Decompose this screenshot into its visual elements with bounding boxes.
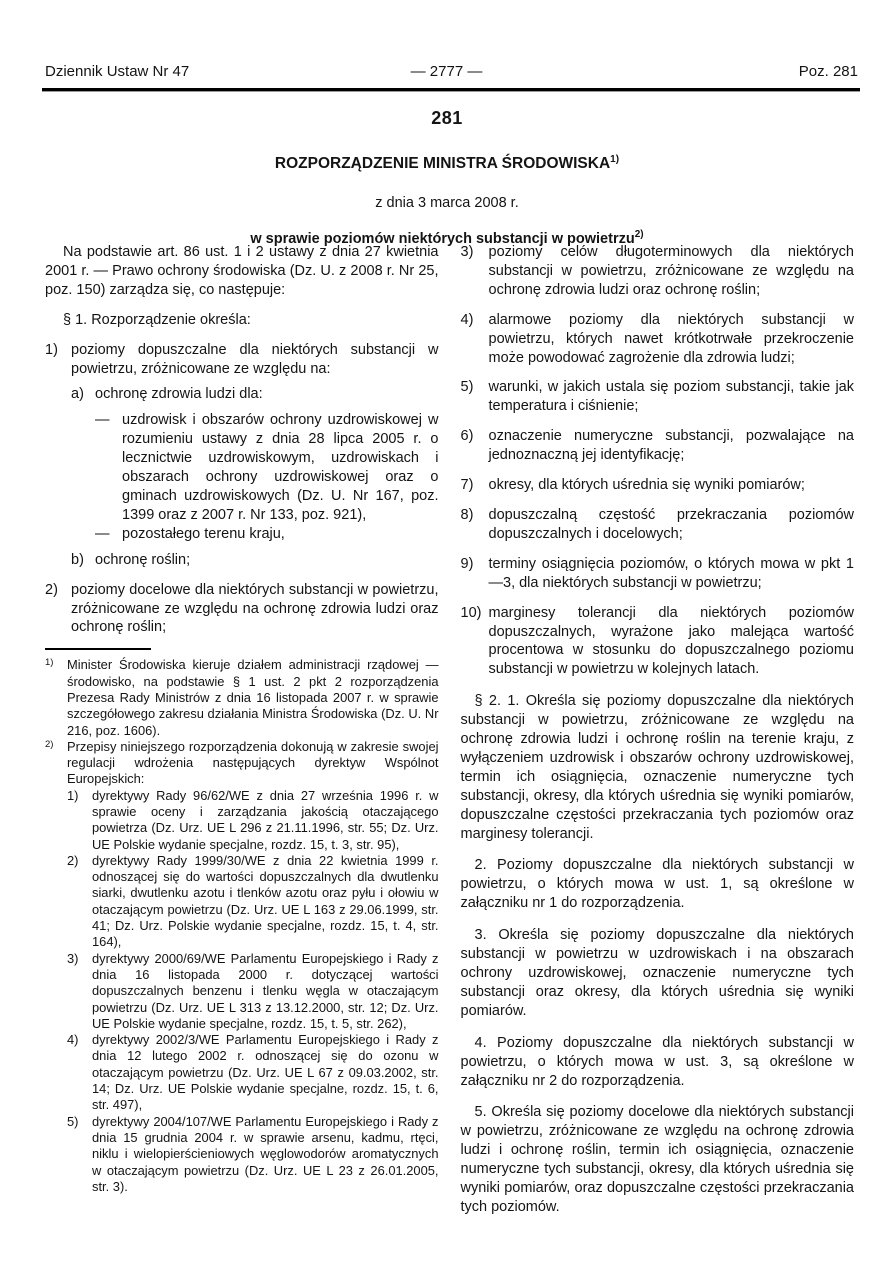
footnote-ref-2: 2) [634, 229, 644, 241]
directive-item-5 [67, 1114, 439, 1195]
footnote-2 [45, 739, 439, 788]
list-item-9 [461, 555, 855, 593]
list-marker: 10) [460, 604, 482, 621]
section-2-paragraph-1: § 2. 1. Określa się poziomy dopuszczalne dla niektórych substancji w powietrzu, zróżnicowane ze względu na ochronę zdrowia ludzi i ochronę roślin na terenie kraju, z wyłączeniem uzdrowisk i obszarów ochrony uzdrowiskowej, termin ich osiągnięcia, oznaczenie numeryczne tych substancji, okresy, dla których uśrednia się wyniki pomiarów, dopuszczalne częstości przekraczania tych poziomów oraz marginesy tolerancji. [460, 693, 854, 842]
footnote-marker: 2) [45, 738, 54, 750]
directive-text: dyrektywy Rady 96/62/WE z dnia 27 września 1996 r. w sprawie oceny i zarządzania jakością otaczającego powietrza (Dz. Urz. UE L 296 z 21.11.1996, str. 55; Dz. Urz. UE Polskie wydanie specjalne, rozdz. 15, t. 3, str. 95), [92, 787, 439, 852]
dash-marker: — [95, 525, 110, 542]
list-item-7 [461, 476, 855, 495]
list-marker: 4) [460, 311, 474, 328]
footnotes [45, 657, 439, 1195]
directive-marker: 5) [67, 1113, 79, 1129]
page-number: — 2777 — [410, 63, 483, 80]
running-header [45, 63, 858, 83]
directive-item-1 [67, 788, 439, 853]
list-marker: 7) [460, 477, 474, 494]
list-item-10 [461, 604, 855, 680]
right-column [461, 243, 855, 1217]
directive-marker: 2) [67, 852, 79, 868]
footnote-1 [45, 657, 439, 738]
left-column [45, 243, 439, 1217]
directive-text: dyrektywy 2000/69/WE Parlamentu Europejskiego i Rady z dnia 16 listopada 2000 r. dotyczącej wartości dopuszczalnych benzenu i tlenku węgla w otaczającym powietrzu (Dz. Urz. UE L 313 z 13.12.2000, str. 12; Dz. Urz. UE Polskie wydanie specjalne, rozdz. 15, t. 5, str. 262), [92, 950, 439, 1031]
list-text: poziomy celów długoterminowych dla niektórych substancji w powietrzu, zróżnicowane ze względu na ochronę zdrowia ludzi oraz ochronę roślin; [488, 244, 854, 298]
list-marker: a) [71, 386, 84, 403]
dash-marker: — [95, 412, 110, 429]
list-item-1a [71, 385, 439, 404]
directive-item-3 [67, 951, 439, 1032]
directive-item-4 [67, 1032, 439, 1113]
footnote-text: Minister Środowiska kieruje działem administracji rządowej — środowisko, na podstawie § 1 ust. 2 pkt 2 rozporządzenia Prezesa Rady Ministrów z dnia 16 listopada 2007 r. w sprawie szczegółowego zakresu działania Ministra Środowiska (Dz. U. Nr 216, poz. 1606). [67, 657, 439, 738]
section-2-paragraph-5: 5. Określa się poziomy docelowe dla niektórych substancji w powietrzu, zróżnicowane ze względu na ochronę zdrowia ludzi i ochronę roślin, termin ich osiągnięcia, oznaczenie numeryczne tych substancji, okresy, dla których uśrednia się wyniki pomiarów, oraz dopuszczalne częstości przekraczania tych poziomów. [460, 1104, 854, 1215]
list-item-2 [45, 581, 439, 638]
list-item-5 [461, 378, 855, 416]
directive-marker: 1) [67, 787, 79, 803]
list-marker: 3) [460, 244, 474, 260]
list-text: ochronę roślin; [95, 551, 191, 568]
list-marker: 8) [460, 506, 474, 523]
list-item-6 [461, 427, 855, 465]
list-marker: 5) [460, 379, 474, 396]
list-marker: 1) [45, 341, 58, 358]
list-text: alarmowe poziomy dla niektórych substancji w powietrzu, których nawet krótkotrwałe przekroczenie może powodować zagrożenie dla zdrowia ludzi; [488, 311, 854, 366]
list-text: warunki, w jakich ustala się poziom substancji, takie jak temperatura i ciśnienie; [488, 379, 854, 415]
dash-item-1 [95, 411, 439, 524]
list-text: dopuszczalną częstość przekraczania poziomów dopuszczalnych i docelowych; [488, 506, 854, 542]
footnote-divider [45, 648, 151, 650]
footnote-ref-1: 1) [610, 153, 620, 165]
directive-marker: 4) [67, 1032, 79, 1048]
header-rule [42, 88, 860, 92]
footnote-marker: 1) [45, 657, 54, 669]
act-number: 281 [431, 108, 463, 128]
list-marker: 2) [45, 581, 58, 598]
act-title-text: ROZPORZĄDZENIE MINISTRA ŚRODOWISKA [274, 155, 611, 172]
list-item-8 [461, 506, 855, 544]
directive-text: dyrektywy 2004/107/WE Parlamentu Europejskiego i Rady z dnia 15 grudnia 2004 r. w sprawie arsenu, kadmu, rtęci, niklu i wielopierścieniowych węglowodorów aromatycznych w otaczającym powietrzu (Dz. Urz. UE L 23 z 26.01.2005, str. 3). [92, 1113, 439, 1194]
act-title [0, 155, 894, 173]
act-subject-text: w sprawie poziomów niektórych substancji w powietrzu [250, 231, 635, 247]
list-text: oznaczenie numeryczne substancji, pozwalające na jednoznaczną jej identyfikację; [488, 428, 854, 464]
section-2-paragraph-4: 4. Poziomy dopuszczalne dla niektórych substancji w powietrzu, o których mowa w ust. 3, są określone w załączniku nr 2 do rozporządzenia. [460, 1034, 854, 1089]
directive-marker: 3) [67, 950, 79, 966]
list-item-3 [461, 243, 855, 300]
directive-text: dyrektywy Rady 1999/30/WE z dnia 22 kwietnia 1999 r. odnoszącej się do wartości dopuszczalnych dla dwutlenku siarki, dwutlenku azotu i tlenków azotu oraz pyłu i ołowiu w otaczającym powietrzu (Dz. Urz. UE L 163 z 29.06.1999, str. 41; Dz. Urz. Polskie wydanie specjalne, rozdz. 15, t. 4, str. 164), [92, 852, 439, 950]
list-text: ochronę zdrowia ludzi dla: [95, 386, 263, 403]
journal-name: Dziennik Ustaw Nr 47 [45, 63, 190, 80]
list-text: terminy osiągnięcia poziomów, o których mowa w pkt 1—3, dla niektórych substancji w powietrzu; [488, 555, 854, 591]
act-title-block [0, 108, 894, 247]
footnote-text: Przepisy niniejszego rozporządzenia dokonują w zakresie swojej regulacji wdrożenia następujących dyrektyw Wspólnot Europejskich: [67, 738, 439, 787]
list-marker: 6) [460, 428, 474, 445]
section-2-paragraph-3: 3. Określa się poziomy dopuszczalne dla niektórych substancji w powietrzu w uzdrowiskach i na obszarach ochrony uzdrowiskowej, oznaczenie numeryczne tych substancji oraz okresy, dla których uśrednia się wyniki pomiarów. [460, 927, 854, 1019]
list-marker: b) [71, 551, 84, 568]
list-text: marginesy tolerancji dla niektórych poziomów dopuszczalnych, wyrażone jako malejąca wartość procentowa w stosunku do dopuszczalnego poziomu substancji w powietrzu w kolejnych latach. [488, 604, 854, 678]
dash-item-2 [95, 525, 439, 544]
intro-paragraph: Na podstawie art. 86 ust. 1 i 2 ustawy z dnia 27 kwietnia 2001 r. — Prawo ochrony środowiska (Dz. U. z 2008 r. Nr 25, poz. 150) zarządza się, co następuje: [45, 244, 439, 298]
list-item-1b [71, 551, 439, 570]
dash-text: pozostałego terenu kraju, [122, 525, 285, 542]
directive-text: dyrektywy 2002/3/WE Parlamentu Europejskiego i Rady z dnia 12 lutego 2002 r. odnoszącej się do ozonu w otaczającym powietrzu (Dz. Urz. UE L 67 z 09.03.2002, str. 14; Dz. Urz. UE Polskie wydanie specjalne, rozdz. 15, t. 6, str. 497), [92, 1032, 439, 1113]
directive-item-2 [67, 853, 439, 951]
section-1-heading: § 1. Rozporządzenie określa: [63, 311, 251, 328]
list-text: poziomy dopuszczalne dla niektórych substancji w powietrzu, zróżnicowane ze względu na: [71, 341, 439, 377]
list-marker: 9) [460, 555, 474, 572]
list-item-4 [461, 311, 855, 368]
list-item-1 [45, 341, 439, 379]
position-number: Poz. 281 [798, 63, 858, 80]
columns [45, 243, 854, 1217]
dash-text: uzdrowisk i obszarów ochrony uzdrowiskowej w rozumieniu ustawy z dnia 28 lipca 2005 r. o lecznictwie uzdrowiskowym, uzdrowiskach i obszarach ochrony uzdrowiskowej oraz o gminach uzdrowiskowych (Dz. U. Nr 167, poz. 1399 oraz z 2007 r. Nr 133, poz. 921), [122, 412, 439, 523]
list-text: okresy, dla których uśrednia się wyniki pomiarów; [488, 477, 805, 494]
section-2-paragraph-2: 2. Poziomy dopuszczalne dla niektórych substancji w powietrzu, o których mowa w ust. 1, są określone w załączniku nr 1 do rozporządzenia. [460, 857, 854, 912]
list-text: poziomy docelowe dla niektórych substancji w powietrzu, zróżnicowane ze względu na ochronę zdrowia ludzi oraz ochronę roślin; [71, 581, 439, 636]
act-date: z dnia 3 marca 2008 r. [375, 195, 519, 211]
